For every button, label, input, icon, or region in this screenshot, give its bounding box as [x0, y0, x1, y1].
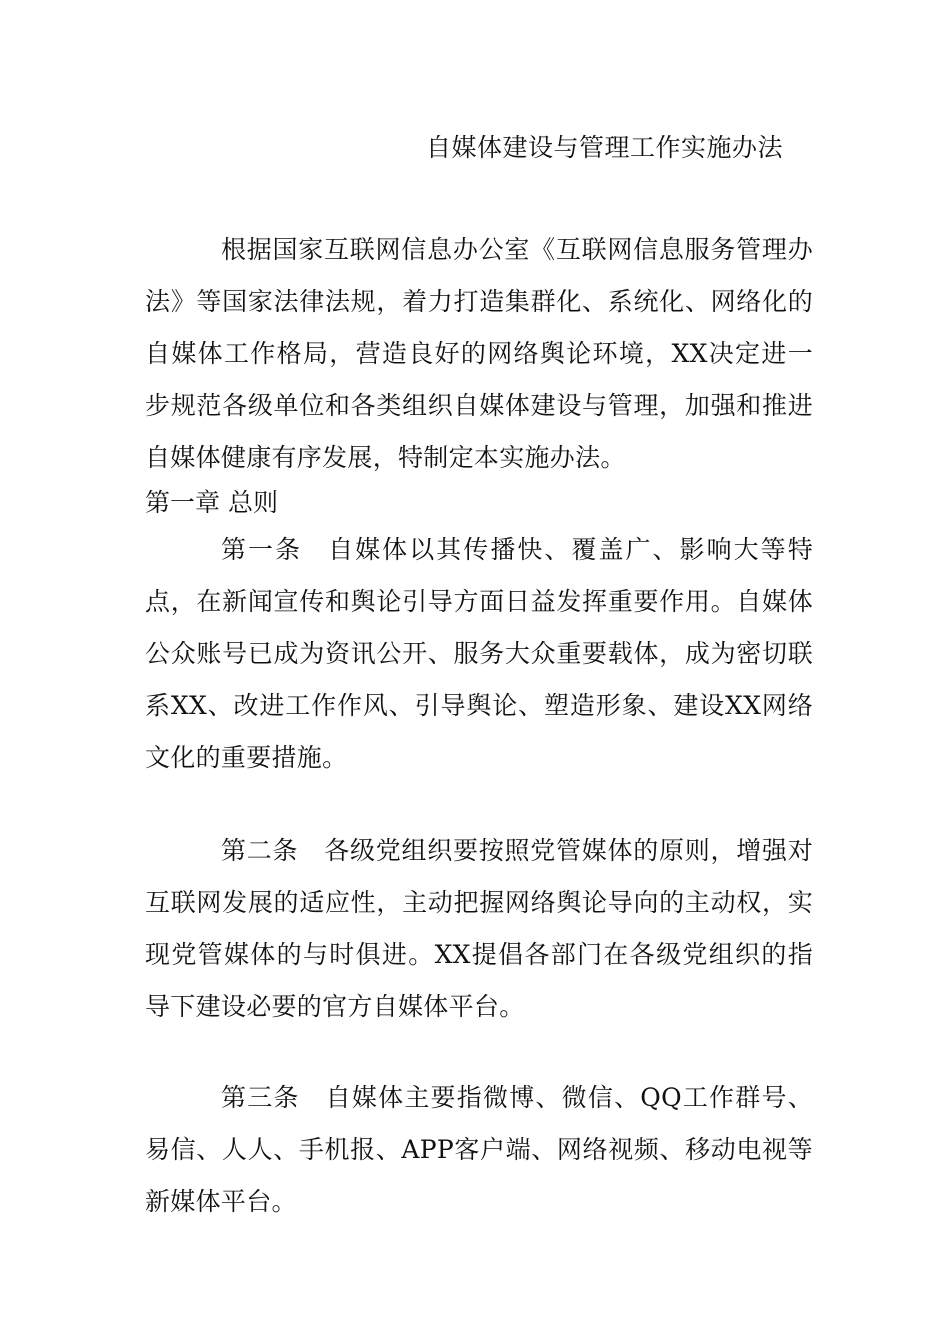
article-2-number: 第二条: [221, 836, 299, 865]
intro-paragraph: 根据国家互联网信息办公室《互联网信息服务管理办法》等国家法律法规，着力打造集群化、系统化、网络化的自媒体工作格局，营造良好的网络舆论环境，XX决定进一步规范各级单位和各类组织自媒体建设与管理，加强和推进自媒体健康有序发展，特制定本实施办法。: [145, 235, 813, 472]
article-1-number: 第一条: [221, 535, 303, 564]
document-title: 自媒体建设与管理工作实施办法: [426, 133, 784, 162]
article-2: [145, 825, 813, 1033]
article-2-text: 各级党组织要按照党管媒体的原则，增强对互联网发展的适应性，主动把握网络舆论导向的主动权，实现党管媒体的与时俱进。XX提倡各部门在各级党组织的指导下建设必要的官方自媒体平台。: [145, 836, 814, 1021]
chapter-heading: 第一章 总则: [145, 488, 278, 517]
article-3: [145, 1072, 813, 1228]
article-3-text: 自媒体主要指微博、微信、QQ工作群号、易信、人人、手机报、APP客户端、网络视频、移动电视等新媒体平台。: [145, 1083, 813, 1216]
article-3-number: 第三条: [221, 1083, 300, 1112]
article-1: [145, 524, 813, 784]
article-1-text: 自媒体以其传播快、覆盖广、影响大等特点，在新闻宣传和舆论引导方面日益发挥重要作用。自媒体公众账号已成为资讯公开、服务大众重要载体，成为密切联系XX、改进工作作风、引导舆论、塑造形象、建设XX网络文化的重要措施。: [145, 535, 813, 772]
